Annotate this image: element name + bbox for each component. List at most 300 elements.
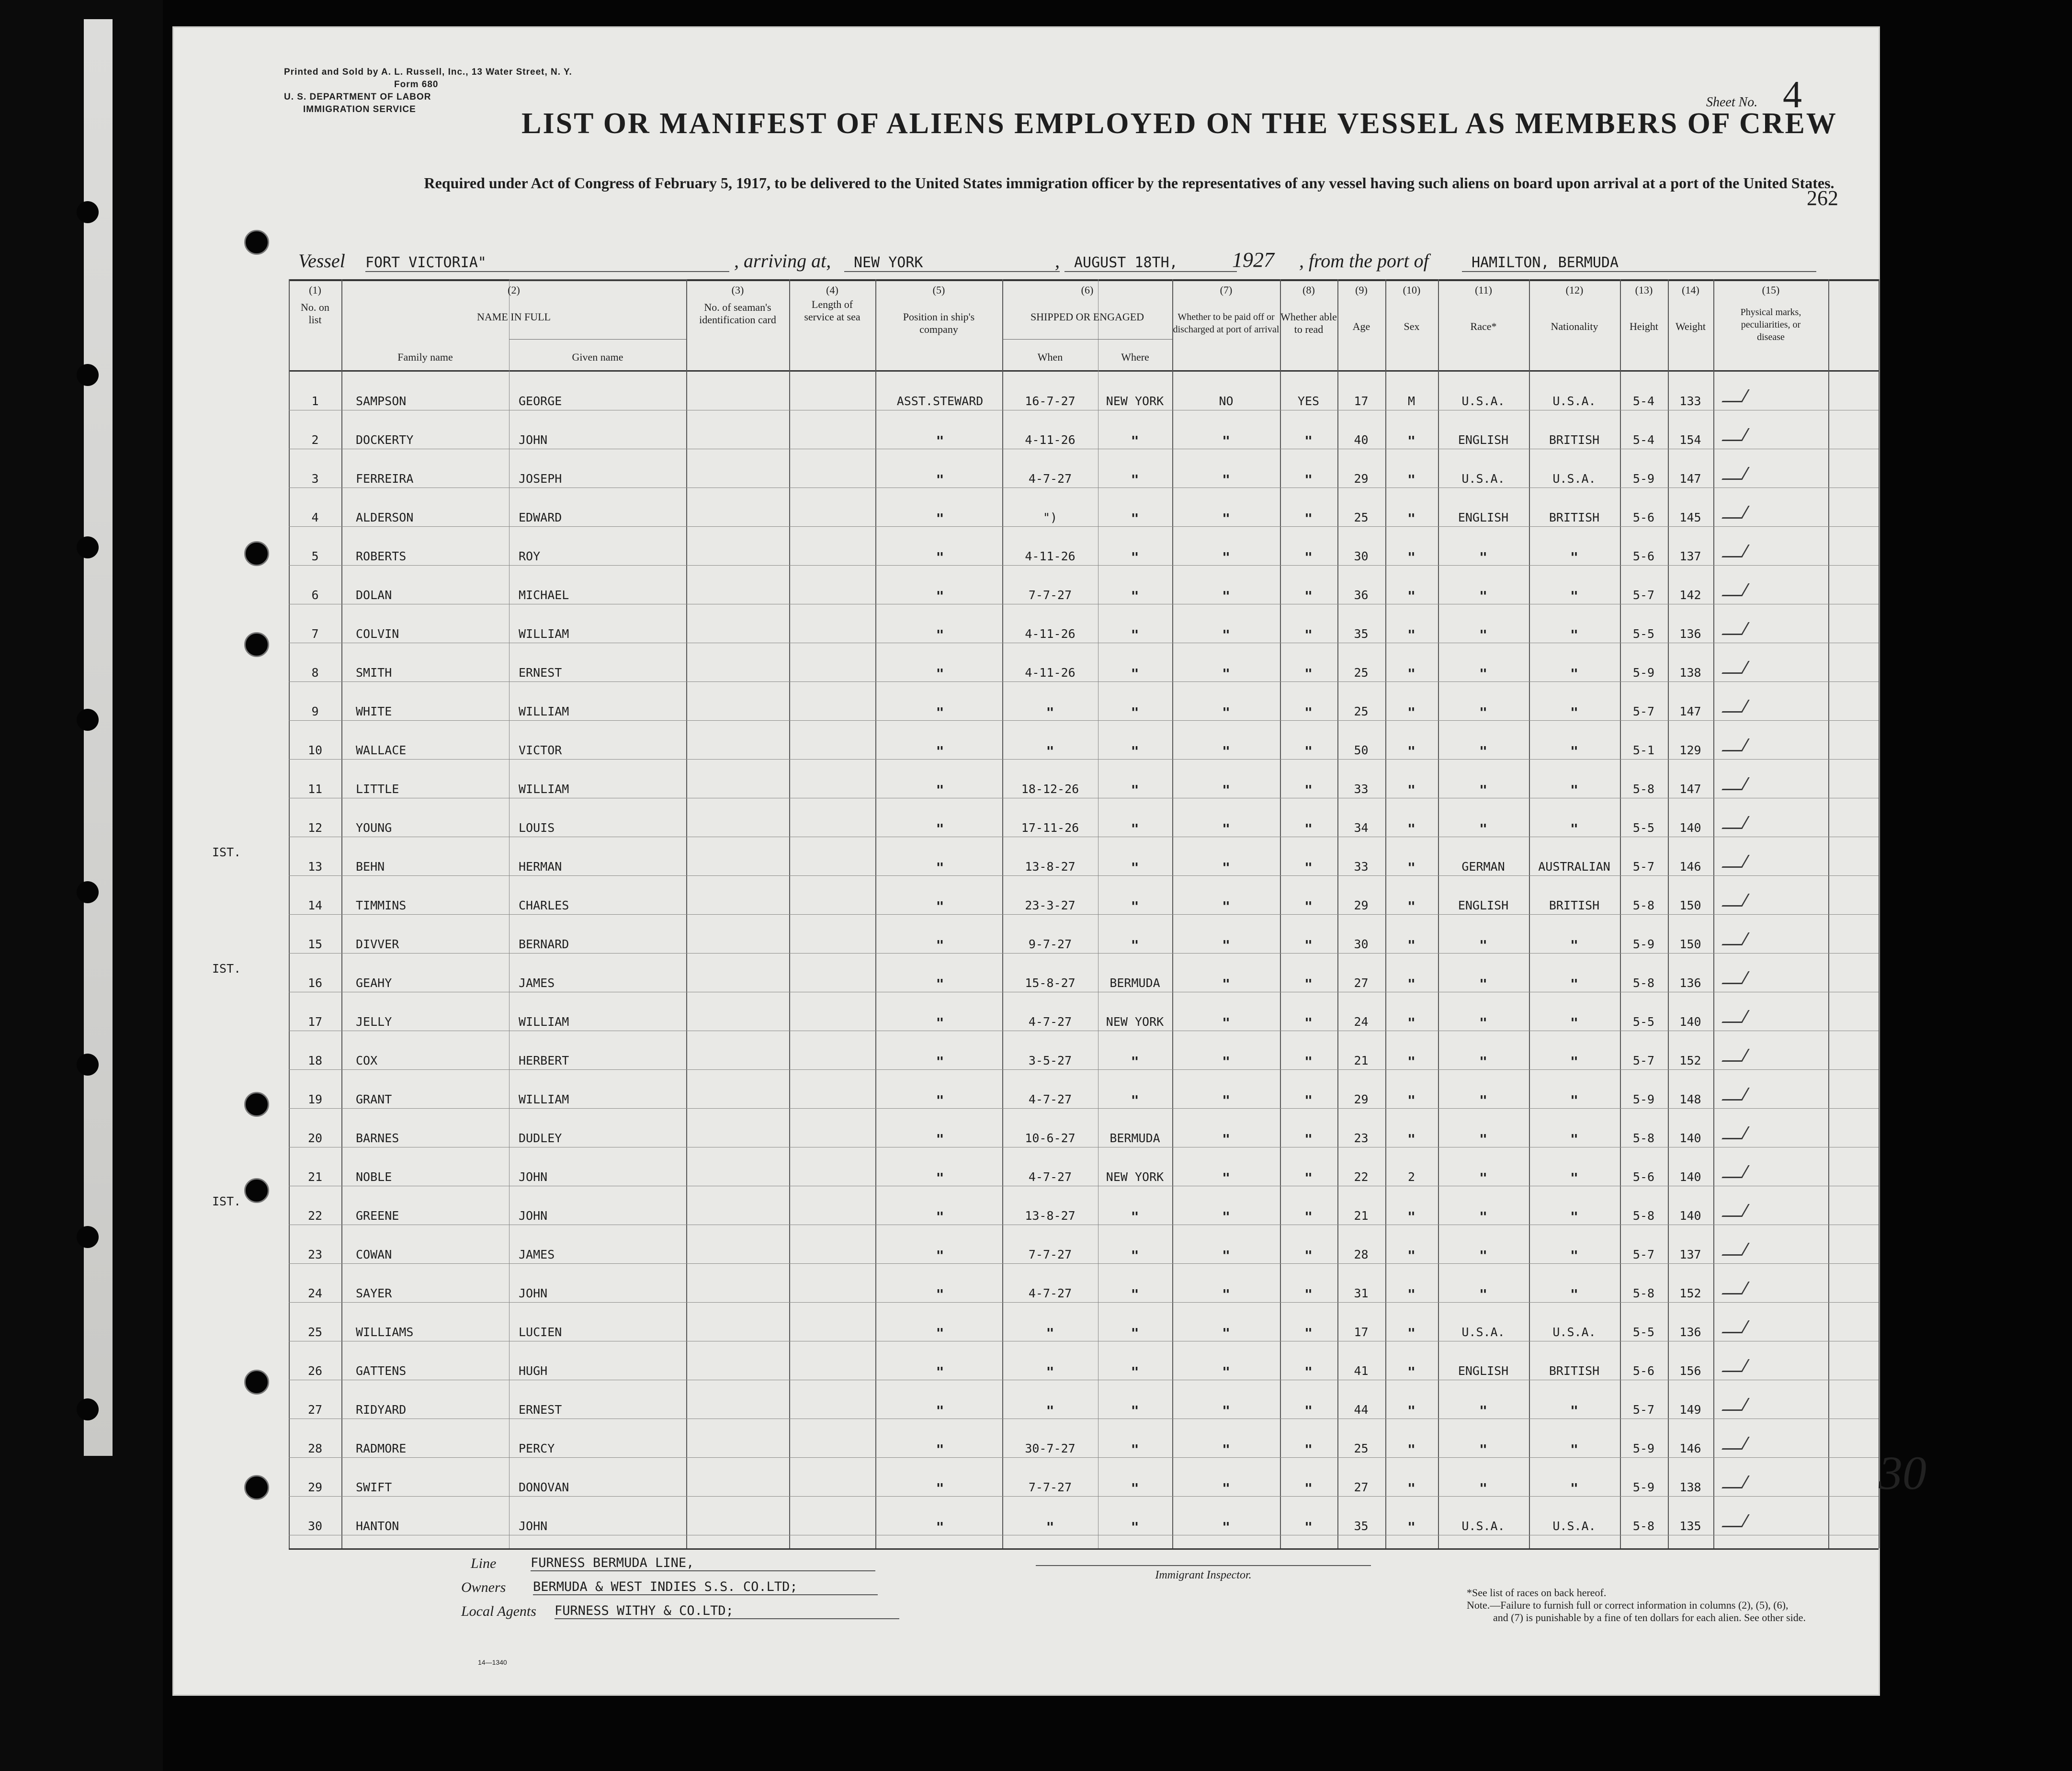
cell-given: WILLIAM [519, 627, 569, 641]
cell-nat: " [1570, 743, 1578, 759]
cell-height: 5-5 [1632, 627, 1655, 641]
cell-height: 5-5 [1632, 1325, 1655, 1339]
cell-age: 25 [1354, 1442, 1369, 1455]
cell-sex: " [1407, 937, 1415, 953]
cell-when: " [1046, 1325, 1054, 1341]
cell-sex: 2 [1407, 1170, 1415, 1184]
cell-age: 25 [1354, 666, 1369, 680]
check-mark-icon [1721, 389, 1750, 402]
cell-race: " [1479, 1015, 1487, 1031]
cell-when: 17-11-26 [1021, 821, 1079, 835]
cell-family: LITTLE [356, 782, 399, 796]
cell-read: " [1304, 1131, 1313, 1147]
cell-height: 5-8 [1632, 1209, 1655, 1223]
given-name-header: Given name [572, 351, 623, 363]
cell-sex: " [1407, 704, 1415, 720]
cell-weight: 147 [1679, 704, 1701, 718]
cell-no: 13 [307, 860, 323, 874]
col12-header: Nationality [1551, 320, 1598, 332]
cell-nat: " [1570, 588, 1578, 604]
cell-when: 4-11-26 [1025, 549, 1076, 563]
cell-race: " [1479, 1403, 1487, 1419]
cell-family: DOLAN [356, 588, 392, 602]
cell-height: 5-4 [1632, 394, 1655, 408]
cell-read: " [1304, 860, 1313, 875]
cell-when: 4-11-26 [1025, 666, 1076, 680]
cell-nat: " [1570, 1442, 1578, 1457]
cell-race: " [1479, 1248, 1487, 1263]
cell-weight: 138 [1679, 666, 1701, 680]
cell-given: JOHN [519, 1286, 548, 1300]
cell-no: 2 [311, 433, 319, 447]
cell-family: DOCKERTY [356, 433, 414, 447]
cell-weight: 147 [1679, 782, 1701, 796]
cell-sex: " [1407, 1054, 1415, 1069]
cell-where: " [1131, 821, 1139, 837]
cell-nat: " [1570, 1248, 1578, 1263]
cell-when: 9-7-27 [1028, 937, 1072, 951]
cell-when: 4-11-26 [1025, 627, 1076, 641]
cell-height: 5-7 [1632, 860, 1655, 874]
cell-given: WILLIAM [519, 704, 569, 718]
cell-age: 29 [1354, 1092, 1369, 1106]
punch-hole [244, 541, 269, 566]
cell-age: 21 [1354, 1209, 1369, 1223]
cell-read: " [1304, 511, 1313, 526]
cell-position: ASST.STEWARD [896, 394, 984, 408]
cell-sex: M [1407, 394, 1415, 408]
check-mark-icon [1721, 777, 1750, 790]
cell-given: ROY [519, 549, 541, 563]
cell-race: " [1479, 1170, 1487, 1186]
cell-age: 17 [1354, 1325, 1369, 1339]
cell-family: SWIFT [356, 1480, 392, 1494]
cell-weight: 152 [1679, 1286, 1701, 1300]
cell-race: " [1479, 1286, 1487, 1302]
cell-height: 5-9 [1632, 937, 1655, 951]
cell-sex: " [1407, 666, 1415, 681]
cell-given: JOHN [519, 433, 548, 447]
cell-family: SAMPSON [356, 394, 407, 408]
cell-family: BEHN [356, 860, 385, 874]
punch-hole [244, 1475, 269, 1500]
cell-no: 28 [307, 1442, 323, 1455]
col9-number: (9) [1355, 284, 1368, 296]
cell-paid: " [1222, 433, 1230, 449]
cell-family: GATTENS [356, 1364, 407, 1378]
col7-number: (7) [1220, 284, 1233, 296]
cell-race: " [1479, 937, 1487, 953]
row-rule [289, 526, 1879, 527]
col4-number: (4) [826, 284, 838, 296]
cell-no: 20 [307, 1131, 323, 1145]
cell-position: " [936, 1015, 944, 1031]
cell-nat: " [1570, 937, 1578, 953]
row-rule [289, 720, 1879, 721]
cell-no: 25 [307, 1325, 323, 1339]
cell-where: BERMUDA [1110, 1131, 1160, 1145]
cell-position: " [936, 976, 944, 992]
cell-paid: " [1222, 1054, 1230, 1069]
cell-where: " [1131, 1209, 1139, 1225]
cell-age: 21 [1354, 1054, 1369, 1067]
cell-paid: " [1222, 511, 1230, 526]
arriving-label: , arriving at, [734, 250, 831, 272]
col1-number: (1) [309, 284, 321, 296]
cell-weight: 146 [1679, 1442, 1701, 1455]
cell-when: 3-5-27 [1028, 1054, 1072, 1067]
cell-age: 50 [1354, 743, 1369, 757]
cell-position: " [936, 627, 944, 643]
cell-sex: " [1407, 1286, 1415, 1302]
sheet-number: 4 [1783, 74, 1802, 116]
cell-where: " [1131, 937, 1139, 953]
col1-header: No. on list [301, 301, 329, 326]
cell-weight: 145 [1679, 511, 1701, 524]
cell-race: " [1479, 588, 1487, 604]
cell-family: TIMMINS [356, 898, 407, 912]
cell-where: " [1131, 1403, 1139, 1419]
cell-family: COWAN [356, 1248, 392, 1261]
crew-table [212, 279, 1879, 1548]
cell-when: 4-7-27 [1028, 1015, 1072, 1029]
cell-given: HERBERT [519, 1054, 569, 1067]
cell-given: HERMAN [519, 860, 562, 874]
cell-height: 5-7 [1632, 1403, 1655, 1417]
cell-height: 5-6 [1632, 549, 1655, 563]
cell-sex: " [1407, 1480, 1415, 1496]
cell-family: SMITH [356, 666, 392, 680]
cell-nat: BRITISH [1549, 1364, 1600, 1378]
cell-weight: 135 [1679, 1519, 1701, 1533]
check-mark-icon [1721, 1204, 1750, 1217]
cell-race: ENGLISH [1458, 433, 1509, 447]
row-rule [289, 1457, 1879, 1458]
first-class-mark: IST. [212, 845, 241, 859]
cell-age: 22 [1354, 1170, 1369, 1184]
cell-paid: " [1222, 549, 1230, 565]
strip-hole [77, 881, 99, 903]
note-penalty-cont: and (7) is punishable by a fine of ten dollars for each alien. See other side. [1493, 1612, 1806, 1623]
cell-family: COLVIN [356, 627, 399, 641]
cell-paid: " [1222, 472, 1230, 488]
cell-position: " [936, 588, 944, 604]
cell-family: NOBLE [356, 1170, 392, 1184]
cell-nat: " [1570, 1054, 1578, 1069]
cell-family: HANTON [356, 1519, 399, 1533]
cell-race: U.S.A. [1461, 1325, 1505, 1339]
cell-when: " [1046, 743, 1054, 759]
cell-no: 8 [311, 666, 319, 680]
cell-no: 1 [311, 394, 319, 408]
cell-given: ERNEST [519, 666, 562, 680]
cell-paid: " [1222, 1325, 1230, 1341]
cell-read: " [1304, 821, 1313, 837]
cell-where: " [1131, 1325, 1139, 1341]
row-rule [289, 1263, 1879, 1264]
check-mark-icon [1721, 1437, 1750, 1450]
cell-age: 25 [1354, 511, 1369, 524]
cell-sex: " [1407, 976, 1415, 992]
strip-hole [77, 1054, 99, 1076]
cell-position: " [936, 1054, 944, 1069]
cell-height: 5-1 [1632, 743, 1655, 757]
cell-height: 5-8 [1632, 1131, 1655, 1145]
check-mark-icon [1721, 816, 1750, 829]
cell-no: 26 [307, 1364, 323, 1378]
page-number: 262 [1807, 186, 1838, 210]
cell-height: 5-6 [1632, 1364, 1655, 1378]
cell-nat: " [1570, 1131, 1578, 1147]
row-rule [289, 914, 1879, 915]
punch-hole [244, 632, 269, 657]
cell-position: " [936, 704, 944, 720]
cell-given: BERNARD [519, 937, 569, 951]
cell-no: 23 [307, 1248, 323, 1261]
cell-weight: 146 [1679, 860, 1701, 874]
cell-sex: " [1407, 898, 1415, 914]
cell-age: 35 [1354, 627, 1369, 641]
cell-paid: " [1222, 704, 1230, 720]
cell-height: 5-8 [1632, 782, 1655, 796]
cell-when: 4-11-26 [1025, 433, 1076, 447]
cell-position: " [936, 472, 944, 488]
cell-height: 5-8 [1632, 976, 1655, 990]
col14-header: Weight [1676, 320, 1706, 332]
col3-number: (3) [731, 284, 744, 296]
cell-read: " [1304, 782, 1313, 798]
cell-position: " [936, 1364, 944, 1380]
cell-where: " [1131, 511, 1139, 526]
cell-position: " [936, 511, 944, 526]
cell-position: " [936, 782, 944, 798]
cell-nat: " [1570, 549, 1578, 565]
cell-given: DONOVAN [519, 1480, 569, 1494]
punch-hole [244, 1370, 269, 1395]
cell-weight: 142 [1679, 588, 1701, 602]
cell-where: " [1131, 1480, 1139, 1496]
cell-height: 5-8 [1632, 1519, 1655, 1533]
cell-family: GEAHY [356, 976, 392, 990]
cell-weight: 148 [1679, 1092, 1701, 1106]
cell-weight: 137 [1679, 1248, 1701, 1261]
cell-race: GERMAN [1461, 860, 1505, 874]
cell-given: JOHN [519, 1170, 548, 1184]
cell-sex: " [1407, 1209, 1415, 1225]
sheet-label: Sheet No. [1706, 95, 1758, 110]
cell-paid: " [1222, 1403, 1230, 1419]
row-rule [289, 1496, 1879, 1497]
cell-sex: " [1407, 1403, 1415, 1419]
cell-position: " [936, 821, 944, 837]
check-mark-icon [1721, 1165, 1750, 1178]
cell-no: 6 [311, 588, 319, 602]
row-rule [289, 759, 1879, 760]
cell-when: " [1046, 1403, 1054, 1419]
cell-height: 5-5 [1632, 821, 1655, 835]
cell-nat: " [1570, 1480, 1578, 1496]
cell-read: " [1304, 472, 1313, 488]
cell-height: 5-7 [1632, 1054, 1655, 1067]
cell-height: 5-7 [1632, 1248, 1655, 1261]
printer-line: Printed and Sold by A. L. Russell, Inc., 13 Water Street, N. Y. [284, 67, 572, 77]
cell-family: WALLACE [356, 743, 407, 757]
check-mark-icon [1721, 1243, 1750, 1256]
cell-given: JAMES [519, 1248, 555, 1261]
cell-position: " [936, 898, 944, 914]
cell-age: 35 [1354, 1519, 1369, 1533]
service: IMMIGRATION SERVICE [303, 104, 416, 114]
check-mark-icon [1721, 1514, 1750, 1527]
cell-sex: " [1407, 1442, 1415, 1457]
cell-nat: U.S.A. [1552, 394, 1596, 408]
cell-no: 16 [307, 976, 323, 990]
cell-when: 4-7-27 [1028, 472, 1072, 486]
cell-no: 15 [307, 937, 323, 951]
cell-position: " [936, 433, 944, 449]
cell-weight: 140 [1679, 1170, 1701, 1184]
cell-given: JAMES [519, 976, 555, 990]
cell-race: " [1479, 782, 1487, 798]
cell-race: " [1479, 743, 1487, 759]
row-rule [289, 681, 1879, 682]
form-number: Form 680 [394, 79, 439, 90]
cell-read: " [1304, 588, 1313, 604]
cell-where: " [1131, 627, 1139, 643]
cell-position: " [936, 1131, 944, 1147]
cell-position: " [936, 666, 944, 681]
cell-family: GREENE [356, 1209, 399, 1223]
cell-paid: " [1222, 976, 1230, 992]
vessel-line: Vessel FORT VICTORIA" , arriving at, NEW YORK , AUGUST 18TH, 1927 , from the port of HAMILTON, BERMUDA [294, 234, 1874, 272]
check-mark-icon [1721, 428, 1750, 441]
cell-where: " [1131, 588, 1139, 604]
manifest-sheet [172, 26, 1926, 1696]
col13-number: (13) [1635, 284, 1653, 296]
check-mark-icon [1721, 1088, 1750, 1101]
check-mark-icon [1721, 661, 1750, 674]
cell-where: " [1131, 1054, 1139, 1069]
cell-race: " [1479, 666, 1487, 681]
cell-family: ROBERTS [356, 549, 407, 563]
cell-read: " [1304, 1286, 1313, 1302]
check-mark-icon [1721, 1320, 1750, 1333]
cell-read: " [1304, 1015, 1313, 1031]
cell-family: YOUNG [356, 821, 392, 835]
cell-no: 17 [307, 1015, 323, 1029]
arrival-year: 1927 [1232, 248, 1274, 272]
vessel-name: FORT VICTORIA" [365, 254, 729, 272]
cell-no: 27 [307, 1403, 323, 1417]
check-mark-icon [1721, 1359, 1750, 1372]
cell-given: JOHN [519, 1519, 548, 1533]
col5-header: Position in ship's company [903, 311, 975, 335]
cell-no: 10 [307, 743, 323, 757]
cell-when: " [1046, 1364, 1054, 1380]
cell-where: " [1131, 1442, 1139, 1457]
col11-number: (11) [1475, 284, 1492, 296]
owners-label: Owners [461, 1579, 506, 1595]
check-mark-icon [1721, 932, 1750, 945]
cell-race: " [1479, 821, 1487, 837]
cell-no: 7 [311, 627, 319, 641]
strip-hole [77, 201, 99, 223]
cell-family: JELLY [356, 1015, 392, 1029]
cell-position: " [936, 1519, 944, 1535]
cell-nat: " [1570, 1092, 1578, 1108]
cell-position: " [936, 1325, 944, 1341]
col10-number: (10) [1403, 284, 1421, 296]
cell-no: 24 [307, 1286, 323, 1300]
cell-position: " [936, 1170, 944, 1186]
cell-nat: AUSTRALIAN [1538, 860, 1610, 874]
cell-where: BERMUDA [1110, 976, 1160, 990]
first-class-mark: IST. [212, 1194, 241, 1208]
cell-read: " [1304, 1209, 1313, 1225]
cell-paid: " [1222, 1170, 1230, 1186]
cell-when: 10-6-27 [1025, 1131, 1076, 1145]
check-mark-icon [1721, 971, 1750, 984]
cell-no: 12 [307, 821, 323, 835]
cell-read: " [1304, 1480, 1313, 1496]
cell-where: " [1131, 1248, 1139, 1263]
line-value: FURNESS BERMUDA LINE, [531, 1555, 875, 1571]
col8-number: (8) [1302, 284, 1315, 296]
cell-where: " [1131, 898, 1139, 914]
cell-no: 29 [307, 1480, 323, 1494]
footnotes [1467, 1587, 1806, 1624]
check-mark-icon [1721, 1398, 1750, 1411]
cell-nat: BRITISH [1549, 511, 1600, 524]
cell-race: ENGLISH [1458, 511, 1509, 524]
cell-where: " [1131, 1519, 1139, 1535]
cell-position: " [936, 1442, 944, 1457]
cell-position: " [936, 1248, 944, 1263]
cell-nat: " [1570, 627, 1578, 643]
cell-sex: " [1407, 1325, 1415, 1341]
cell-age: 30 [1354, 937, 1369, 951]
cell-family: ALDERSON [356, 511, 414, 524]
col6-header: SHIPPED OR ENGAGED [1030, 311, 1144, 323]
cell-position: " [936, 549, 944, 565]
cell-position: " [936, 1092, 944, 1108]
strip-hole [77, 536, 99, 558]
col8-header: Whether able to read [1280, 311, 1337, 335]
agents-value: FURNESS WITHY & CO.LTD; [555, 1603, 899, 1619]
cell-weight: 137 [1679, 549, 1701, 563]
cell-height: 5-7 [1632, 588, 1655, 602]
cell-paid: " [1222, 1364, 1230, 1380]
cell-paid: " [1222, 1286, 1230, 1302]
cell-weight: 152 [1679, 1054, 1701, 1067]
col12-number: (12) [1565, 284, 1584, 296]
cell-sex: " [1407, 511, 1415, 526]
total-count: 30 [1879, 1446, 1926, 1499]
cell-read: " [1304, 627, 1313, 643]
cell-paid: " [1222, 782, 1230, 798]
cell-given: JOHN [519, 1209, 548, 1223]
cell-where: NEW YORK [1106, 1170, 1164, 1184]
cell-height: 5-9 [1632, 666, 1655, 680]
cell-height: 5-9 [1632, 1442, 1655, 1455]
cell-when: 16-7-27 [1025, 394, 1076, 408]
check-mark-icon [1721, 506, 1750, 519]
owners-value: BERMUDA & WEST INDIES S.S. CO.LTD; [533, 1579, 878, 1595]
cell-age: 34 [1354, 821, 1369, 835]
cell-given: LUCIEN [519, 1325, 562, 1339]
cell-where: " [1131, 1092, 1139, 1108]
cell-race: U.S.A. [1461, 394, 1505, 408]
